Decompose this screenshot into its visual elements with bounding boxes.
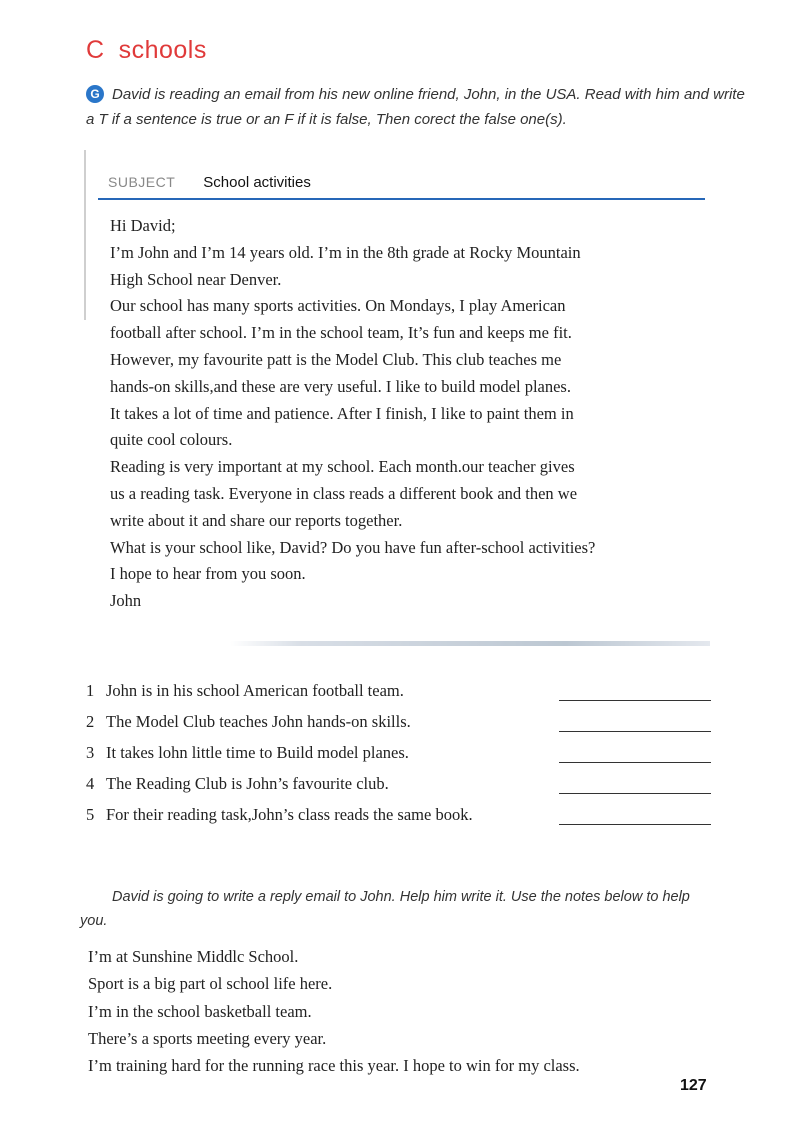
subject-label: SUBJECT	[108, 174, 176, 190]
statement-number: 2	[86, 711, 95, 731]
statement-row	[86, 706, 711, 737]
note-line: I’m in the school basketball team.	[88, 1001, 312, 1021]
statement-text: For their reading task,John’s class reads the same book.	[106, 804, 473, 824]
notes-list	[88, 943, 728, 1079]
email-line: However, my favourite patt is the Model Club. This club teaches me	[110, 349, 562, 369]
task-g-instruction	[86, 82, 751, 132]
page-number: 127	[680, 1077, 707, 1094]
email-margin-bar	[84, 150, 86, 320]
email-line: It takes a lot of time and patience. After I finish, I like to paint them in	[110, 403, 574, 423]
answer-blank[interactable]	[559, 712, 711, 732]
email-line: hands-on skills,and these are very useful. I like to build model planes.	[110, 376, 571, 396]
task-h-instruction: David is going to write a reply email to John. Help him write it. Use the notes below to help you.	[80, 889, 690, 929]
task-g-text: David is reading an email from his new online friend, John, in the USA. Read with him and write a T if a sentence is true or an F if it is false, Then corect the false one(s).	[86, 86, 745, 128]
answer-blank[interactable]	[559, 681, 711, 701]
section-title: schools	[118, 36, 207, 64]
email-line: What is your school like, David? Do you have fun after-school activities?	[110, 537, 596, 557]
statement-number: 1	[86, 680, 95, 700]
email-line: I’m John and I’m 14 years old. I’m in the 8th grade at Rocky Mountain	[110, 242, 581, 262]
statement-row	[86, 737, 711, 768]
note-line: Sport is a big part ol school life here.	[88, 974, 333, 994]
statement-text: The Reading Club is John’s favourite club.	[106, 773, 389, 793]
subject-value: School activities	[203, 174, 311, 191]
note-line: I’m at Sunshine Middlc School.	[88, 947, 299, 966]
answer-blank[interactable]	[559, 774, 711, 794]
email-line: quite cool colours.	[110, 430, 233, 450]
note-line: I’m training hard for the running race this year. I hope to win for my class.	[88, 1056, 580, 1076]
statement-number: 5	[86, 804, 95, 824]
section-heading	[86, 36, 207, 65]
section-letter: C	[86, 36, 105, 64]
email-bottom-divider	[230, 641, 710, 646]
statement-text: The Model Club teaches John hands-on skills.	[106, 711, 411, 731]
statement-text: John is in his school American football team.	[106, 680, 404, 700]
email-line: write about it and share our reports together.	[110, 510, 403, 530]
email-line: High School near Denver.	[110, 269, 282, 289]
email-line: Reading is very important at my school. Each month.our teacher gives	[110, 457, 575, 477]
task-badge: G	[86, 85, 104, 103]
statement-text: It takes lohn little time to Build model planes.	[106, 742, 409, 762]
email-line: us a reading task. Everyone in class reads a different book and then we	[110, 483, 578, 503]
subject-underline	[98, 198, 705, 200]
statement-row	[86, 675, 711, 706]
note-line: There’s a sports meeting every year.	[88, 1028, 327, 1048]
email-line: Hi David;	[110, 216, 176, 235]
email-subject-row	[108, 174, 311, 191]
statement-list	[86, 675, 711, 830]
answer-blank[interactable]	[559, 805, 711, 825]
email-line: John	[110, 591, 142, 611]
statement-row	[86, 799, 711, 830]
email-line: I hope to hear from you soon.	[110, 564, 306, 584]
statement-number: 4	[86, 773, 95, 793]
email-body	[110, 213, 710, 615]
statement-row	[86, 768, 711, 799]
email-line: Our school has many sports activities. On Mondays, I play American	[110, 296, 566, 316]
answer-blank[interactable]	[559, 743, 711, 763]
statement-number: 3	[86, 742, 95, 762]
email-line: football after school. I’m in the school team, It’s fun and keeps me fit.	[110, 323, 572, 343]
